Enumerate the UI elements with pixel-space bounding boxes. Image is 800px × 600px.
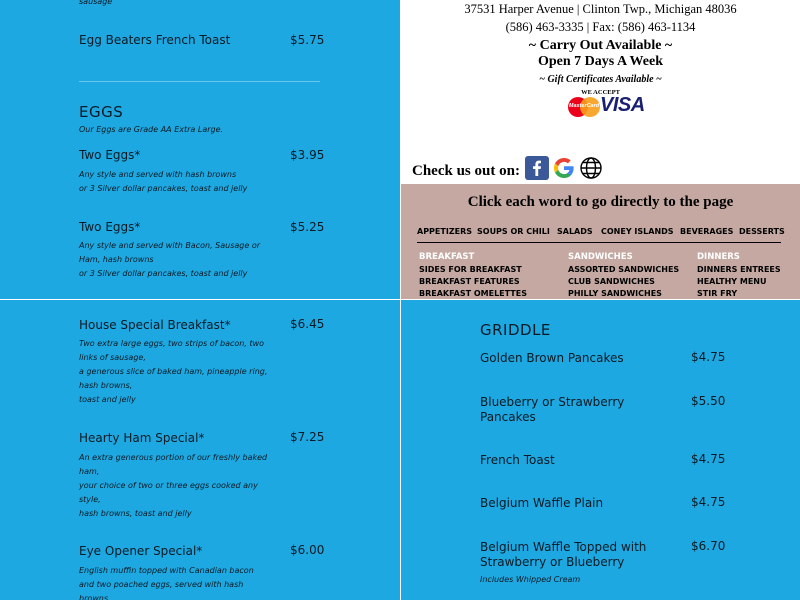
nav-link-club-sandwiches[interactable]: CLUB SANDWICHES xyxy=(568,277,655,286)
item-price-two-eggs-1: $3.95 xyxy=(290,148,325,162)
gift-certificates-banner: ~ Gift Certificates Available ~ xyxy=(539,74,662,85)
nav-link-dinners-entrees[interactable]: DINNERS ENTREES xyxy=(697,265,781,274)
item-desc-hearty-ham-special xyxy=(79,451,267,521)
desc-line: or 3 Silver dollar pancakes, toast and jelly xyxy=(79,269,248,278)
item-name-blueberry-strawberry-pancakes: Blueberry or Strawberry Pancakes xyxy=(480,395,625,424)
page-divider-horizontal xyxy=(0,299,800,300)
item-name-belgium-waffle-plain: Belgium Waffle Plain xyxy=(480,496,604,510)
nav-link-soups-or-chili[interactable]: SOUPS OR CHILI xyxy=(477,227,550,236)
visa-logo: VISA xyxy=(600,94,645,116)
nav-link-stir-fry[interactable]: STIR FRY xyxy=(697,289,738,298)
desc-line: Ham, hash browns xyxy=(79,255,154,264)
item-name-two-eggs-1: Two Eggs* xyxy=(79,148,141,162)
item-price-blueberry-strawberry-pancakes: $5.50 xyxy=(691,394,726,408)
item-name-egg-beaters-french-toast: Egg Beaters French Toast xyxy=(79,33,231,47)
desc-line: English muffin topped with Canadian bacon xyxy=(79,566,254,575)
item-desc-house-special-breakfast xyxy=(79,337,267,407)
nav-link-breakfast-omelettes[interactable]: BREAKFAST OMELETTES xyxy=(419,289,527,298)
item-name-french-toast: French Toast xyxy=(480,453,555,467)
nav-link-beverages[interactable]: BEVERAGES xyxy=(680,227,734,236)
restaurant-info-panel xyxy=(401,0,800,299)
desc-line: Any style and served with hash browns xyxy=(79,170,237,179)
page-divider-vertical xyxy=(400,0,401,600)
nav-title: Click each word to go directly to the page xyxy=(467,194,734,210)
google-icon[interactable] xyxy=(552,156,576,180)
desc-line: your choice of two or three eggs cooked any xyxy=(79,481,258,490)
open-hours-banner: Open 7 Days A Week xyxy=(538,54,663,69)
section-note-eggs: Our Eggs are Grade AA Extra Large. xyxy=(79,125,224,134)
mastercard-label: MasterCard xyxy=(568,103,600,109)
desc-line: or 3 Silver dollar pancakes, toast and jelly xyxy=(79,184,248,193)
item-desc-fragment: sausage xyxy=(79,0,113,6)
item-price-egg-beaters-french-toast: $5.75 xyxy=(290,33,325,47)
desc-line: hash browns, toast and jelly xyxy=(79,509,192,518)
item-name-belgium-waffle-topped: Belgium Waffle Topped with Strawberry or Blueberry xyxy=(480,540,647,569)
nav-link-assorted-sandwiches[interactable]: ASSORTED SANDWICHES xyxy=(568,265,680,274)
desc-line: Two extra large eggs, two strips of bacon, two xyxy=(79,339,265,348)
facebook-icon[interactable] xyxy=(525,156,549,180)
section-divider xyxy=(79,81,320,82)
menu-page-bottom-left xyxy=(0,300,400,600)
address: 37531 Harper Avenue | Clinton Twp., Michigan 48036 xyxy=(464,2,737,16)
phone-fax: (586) 463-3335 | Fax: (586) 463-1134 xyxy=(505,20,696,34)
section-title-griddle: GRIDDLE xyxy=(480,321,551,339)
check-us-out-label: Check us out on: xyxy=(412,163,520,179)
nav-heading-breakfast[interactable]: BREAKFAST xyxy=(419,252,475,262)
quick-nav-panel xyxy=(401,184,800,299)
desc-line: ham, xyxy=(79,467,100,476)
desc-line: toast and jelly xyxy=(79,395,136,404)
nav-heading-dinners[interactable]: DINNERS xyxy=(697,252,740,262)
nav-link-appetizers[interactable]: APPETIZERS xyxy=(417,227,473,236)
nav-link-breakfast-features[interactable]: BREAKFAST FEATURES xyxy=(419,277,520,286)
item-desc-belgium-waffle-topped: Includes Whipped Cream xyxy=(480,575,581,584)
we-accept-label: WE ACCEPT xyxy=(581,89,620,96)
menu-page-top-left xyxy=(0,0,400,299)
desc-line: style, xyxy=(79,495,101,504)
item-price-two-eggs-2: $5.25 xyxy=(290,220,325,234)
nav-link-salads[interactable]: SALADS xyxy=(557,227,593,236)
desc-line: Any style and served with Bacon, Sausage or xyxy=(79,241,260,250)
item-desc-eye-opener-special xyxy=(79,564,254,600)
item-name-hearty-ham-special: Hearty Ham Special* xyxy=(79,431,205,445)
item-price-eye-opener-special: $6.00 xyxy=(290,543,325,557)
menu-page-griddle xyxy=(401,300,800,600)
nav-divider xyxy=(417,242,781,243)
item-name-golden-brown-pancakes: Golden Brown Pancakes xyxy=(480,351,624,365)
item-price-french-toast: $4.75 xyxy=(691,452,726,466)
item-price-golden-brown-pancakes: $4.75 xyxy=(691,350,726,364)
item-price-house-special-breakfast: $6.45 xyxy=(290,317,325,331)
item-price-belgium-waffle-topped: $6.70 xyxy=(691,539,726,553)
section-title-eggs: EGGS xyxy=(79,103,124,121)
carry-out-banner: ~ Carry Out Available ~ xyxy=(528,38,673,53)
nav-heading-sandwiches[interactable]: SANDWICHES xyxy=(568,252,633,262)
item-name-eye-opener-special: Eye Opener Special* xyxy=(79,544,203,558)
globe-icon[interactable] xyxy=(579,156,603,180)
desc-line: a generous slice of baked ham, pineapple ring, xyxy=(79,367,268,376)
nav-link-desserts[interactable]: DESSERTS xyxy=(739,227,785,236)
nav-link-philly-sandwiches[interactable]: PHILLY SANDWICHES xyxy=(568,289,662,298)
nav-link-coney-islands[interactable]: CONEY ISLANDS xyxy=(601,227,674,236)
item-desc-two-eggs-2 xyxy=(79,239,260,281)
mastercard-icon xyxy=(568,97,600,117)
item-price-belgium-waffle-plain: $4.75 xyxy=(691,495,726,509)
desc-line: links of sausage, xyxy=(79,353,146,362)
desc-line: An extra generous portion of our freshly baked xyxy=(79,453,268,462)
item-name-two-eggs-2: Two Eggs* xyxy=(79,220,141,234)
desc-line: hash browns, xyxy=(79,381,133,390)
desc-line: and two poached eggs, served with hash xyxy=(79,580,244,589)
item-desc-two-eggs-1 xyxy=(79,168,247,196)
item-price-hearty-ham-special: $7.25 xyxy=(290,430,325,444)
item-name-house-special-breakfast: House Special Breakfast* xyxy=(79,318,231,332)
nav-link-healthy-menu[interactable]: HEALTHY MENU xyxy=(697,277,767,286)
desc-line: browns xyxy=(79,594,109,600)
nav-link-sides-for-breakfast[interactable]: SIDES FOR BREAKFAST xyxy=(419,265,522,274)
